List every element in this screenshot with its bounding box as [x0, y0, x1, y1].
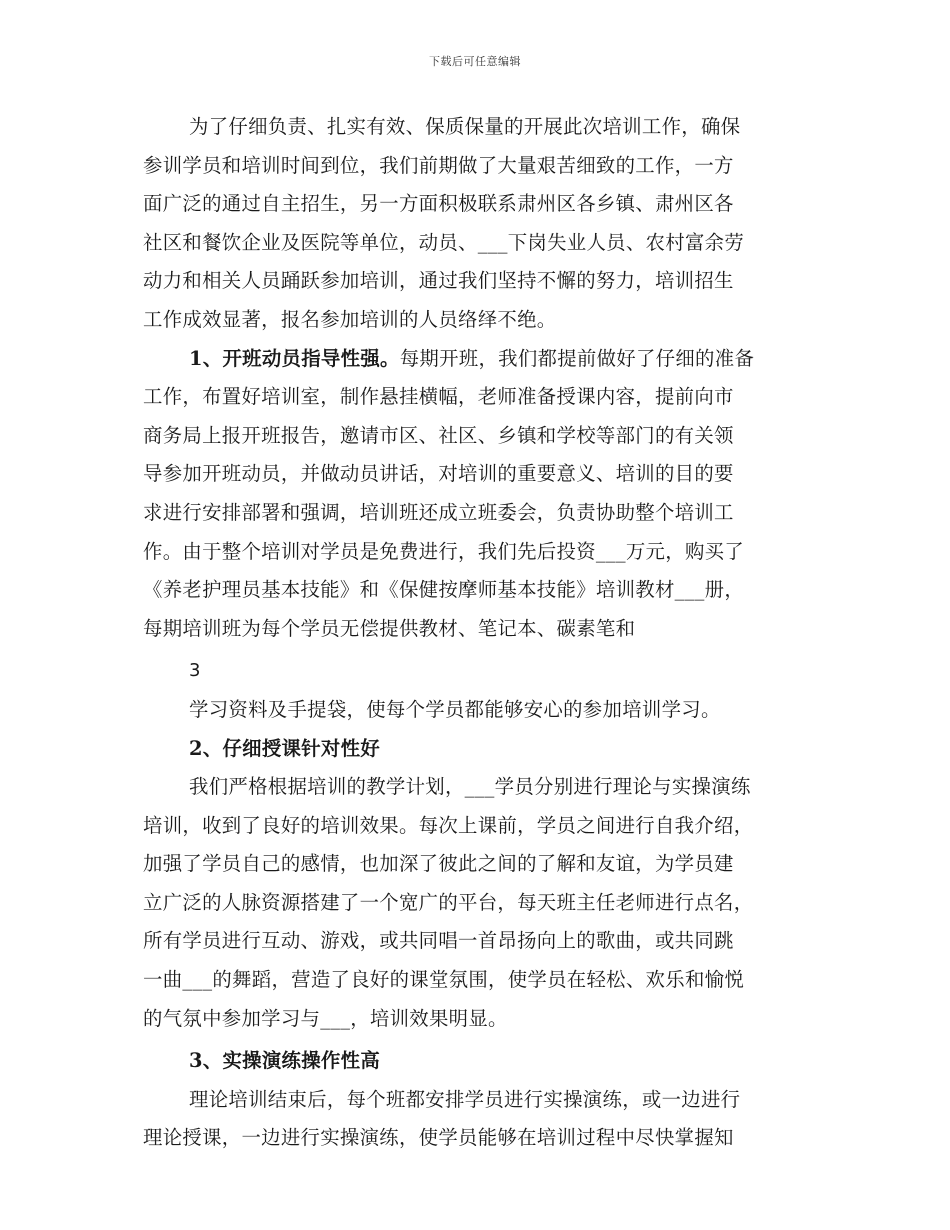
- text-line: 工作，布置好培训室，制作悬挂横幅，老师准备授课内容，提前向市: [143, 385, 734, 409]
- text-line: 培训，收到了良好的培训效果。每次上课前，学员之间进行自我介绍，: [143, 813, 754, 837]
- section-heading-1: 1、开班动员指导性强。: [189, 346, 400, 370]
- page-header: 下载后可任意编辑: [429, 55, 521, 68]
- text-line: 面广泛的通过自主招生，另一方面积极联系肃州区各乡镇、肃州区各: [143, 192, 734, 216]
- text-line: 参训学员和培训时间到位，我们前期做了大量艰苦细致的工作，一方: [143, 153, 734, 177]
- section-heading-2: 2、仔细授课针对性好: [189, 736, 381, 760]
- text-line: 一曲___的舞蹈，营造了良好的课堂氛围，使学员在轻松、欢乐和愉悦: [143, 968, 745, 992]
- text-line: 社区和餐饮企业及医院等单位，动员、___下岗失业人员、农村富余劳: [143, 230, 745, 254]
- text-line: 求进行安排部署和强调，培训班还成立班委会，负责协助整个培训工: [143, 500, 734, 524]
- text-line: 动力和相关人员踊跃参加培训，通过我们坚持不懈的努力，培训招生: [143, 269, 734, 293]
- text-line: 商务局上报开班报告，邀请市区、社区、乡镇和学校等部门的有关领: [143, 423, 734, 447]
- document-body: [143, 108, 815, 1158]
- section-heading-3: 3、实操演练操作性高: [189, 1049, 381, 1073]
- paragraph-teaching: [143, 768, 815, 1038]
- text-line: 为了仔细负责、扎实有效、保质保量的开展此次培训工作，确保: [189, 115, 741, 138]
- text-line: 学习资料及手提袋，使每个学员都能够安心的参加培训学习。: [189, 697, 721, 721]
- text-line: 工作成效显著，报名参加培训的人员络绎不绝。: [143, 307, 557, 331]
- text-line: 加强了学员自己的感情，也加深了彼此之间的了解和友谊，为学员建: [143, 852, 734, 876]
- text-line: 我们严格根据培训的教学计划，___学员分别进行理论与实操演练: [189, 775, 751, 799]
- paragraph-materials: [143, 691, 815, 730]
- paragraph-opening-mobilization: [143, 340, 815, 649]
- text-line: 立广泛的人脉资源搭建了一个宽广的平台，每天班主任老师进行点名，: [143, 890, 754, 914]
- text-line: 的气氛中参加学习与___，培训效果明显。: [143, 1006, 508, 1030]
- text-line: 每期培训班为每个学员无偿提供教材、笔记本、碳素笔和: [143, 616, 636, 640]
- page-number: 3: [189, 660, 201, 682]
- text-line: 《养老护理员基本技能》和《保健按摩师基本技能》培训教材___册，: [143, 578, 745, 602]
- text-line: 理论培训结束后，每个班都安排学员进行实操演练，或一边进行: [189, 1087, 741, 1111]
- text-line-rest: 每期开班，我们都提前做好了仔细的准备: [399, 346, 755, 370]
- text-line: 作。由于整个培训对学员是免费进行，我们先后投资___万元，购买了: [143, 539, 745, 563]
- text-line: 理论授课，一边进行实操演练，使学员能够在培训过程中尽快掌握知: [143, 1126, 734, 1150]
- text-line: 导参加开班动员，并做动员讲话，对培训的重要意义、培训的目的要: [143, 462, 734, 486]
- paragraph-practice: [143, 1081, 815, 1158]
- text-line: [143, 340, 815, 379]
- text-line: 所有学员进行互动、游戏，或共同唱一首昂扬向上的歌曲，或共同跳: [143, 929, 734, 953]
- paragraph-recruitment: [143, 108, 815, 340]
